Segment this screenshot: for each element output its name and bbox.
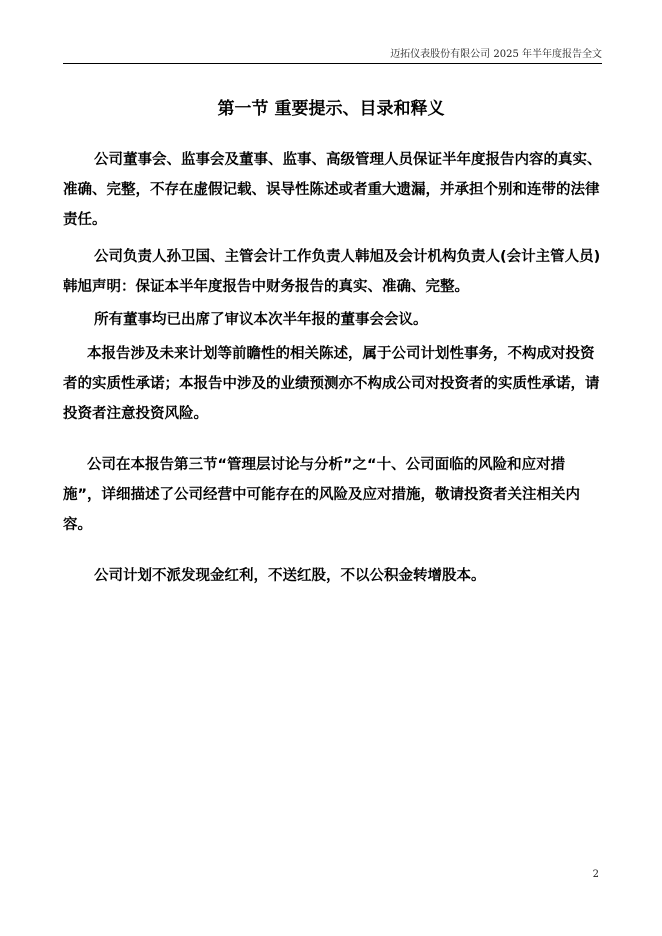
- paragraph-dividend-plan: 公司计划不派发现金红利，不送红股，不以公积金转增股本。: [94, 568, 486, 584]
- section-title: 第一节 重要提示、目录和释义: [217, 99, 445, 119]
- page-number: 2: [592, 869, 599, 880]
- paragraph-risk-reference: 公司在本报告第三节“管理层讨论与分析”之“十、公司面临的风险和应对措施”，详细描述了公司经营中可能存在的风险及应对措施，敬请投资者关注相关内容。: [63, 457, 581, 533]
- paragraph-responsibility-statement: 公司董事会、监事会及董事、监事、高级管理人员保证半年度报告内容的真实、准确、完整，不存在虚假记载、误导性陈述或者重大遗漏，并承担个别和连带的法律责任。: [63, 152, 602, 228]
- running-header: 迈拓仪表股份有限公司 2025 年半年度报告全文: [390, 49, 602, 60]
- paragraph-board-attendance: 所有董事均已出席了审议本次半年报的董事会会议。: [94, 312, 428, 328]
- header-divider: [63, 63, 602, 64]
- paragraph-officers-declaration: 公司负责人孙卫国、主管会计工作负责人韩旭及会计机构负责人(会计主管人员)韩旭声明：保证本半年度报告中财务报告的真实、准确、完整。: [63, 249, 601, 295]
- paragraph-forward-looking-disclaimer: 本报告涉及未来计划等前瞻性的相关陈述，属于公司计划性事务，不构成对投资者的实质性承诺；本报告中涉及的业绩预测亦不构成公司对投资者的实质性承诺，请投资者注意投资风险。: [63, 346, 600, 422]
